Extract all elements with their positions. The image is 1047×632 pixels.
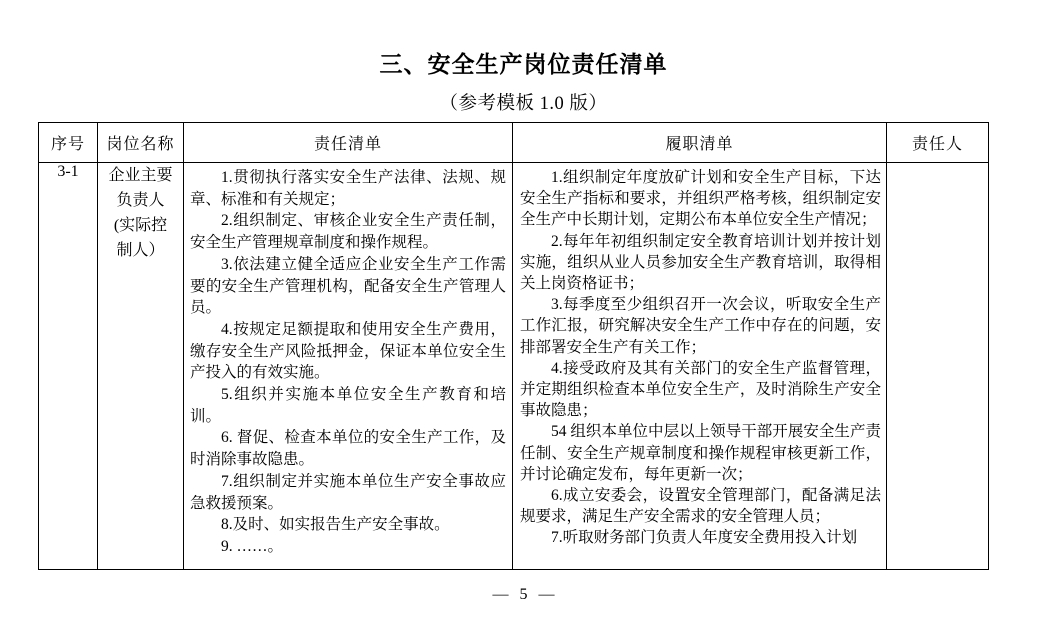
- duty-item: 2.每年年初组织制定安全教育培训计划并按计划实施，组织从业人员参加安全生产教育培训，取得相关上岗资格证书；: [520, 232, 881, 293]
- cell-responsible-person: [887, 163, 989, 570]
- header-duty-performance-list: 履职清单: [513, 123, 887, 163]
- cell-responsibility-list: [184, 163, 513, 570]
- cell-duty-performance-list: [513, 163, 887, 570]
- duty-item: 7.听取财务部门负责人年度安全费用投入计划: [551, 529, 858, 547]
- page-subtitle: （参考模板 1.0 版）: [439, 93, 608, 114]
- responsibility-item: 9. ……。: [221, 537, 284, 555]
- cell-position-name: 企业主要负责人(实际控制人）: [98, 163, 184, 570]
- responsibility-item: 6. 督促、检查本单位的安全生产工作，及时消除事故隐患。: [190, 429, 506, 469]
- page-number: — 5 —: [492, 586, 555, 603]
- responsibility-item: 5.组织并实施本单位安全生产教育和培训。: [190, 386, 506, 425]
- responsibility-list: [184, 163, 512, 566]
- responsibility-item: 4.按规定足额提取和使用安全生产费用，缴存安全生产风险抵押金，保证本单位安全生产投入的有效实施。: [190, 320, 506, 382]
- header-responsible-person: 责任人: [887, 123, 989, 163]
- header-responsibility-list: 责任清单: [184, 123, 513, 163]
- duty-item: 54 组织本单位中层以上领导干部开展安全生产责任制、安全生产规章制度和操作规程审核更新工作，并讨论确定发布，每年更新一次；: [520, 423, 881, 483]
- duty-performance-list: [513, 163, 886, 567]
- duty-item: 1.组织制定年度放矿计划和安全生产目标，下达安全生产指标和要求，并组织严格考核，组织制定安全生产中长期计划，定期公布本单位安全生产情况；: [520, 169, 881, 229]
- responsibility-item: 2.组织制定、审核企业安全生产责任制，安全生产管理规章制度和操作规程。: [190, 212, 506, 252]
- responsibility-table: [38, 122, 989, 570]
- responsibility-item: 7.组织制定并实施本单位生产安全事故应急救援预案。: [190, 472, 506, 512]
- table-row: [39, 163, 989, 570]
- page-title: 三、安全生产岗位责任清单: [379, 51, 668, 77]
- header-position-name: 岗位名称: [98, 123, 184, 163]
- header-serial-number: 序号: [39, 123, 98, 163]
- cell-serial-number: 3-1: [39, 163, 98, 570]
- responsibility-item: 3.依法建立健全适应企业安全生产工作需要的安全生产管理机构，配备安全生产管理人员。: [190, 255, 506, 317]
- duty-item: 3.每季度至少组织召开一次会议，听取安全生产工作汇报，研究解决安全生产工作中存在的问题，安排部署安全生产有关工作；: [520, 296, 881, 356]
- table-header-row: [39, 123, 989, 163]
- duty-item: 4.接受政府及其有关部门的安全生产监督管理，并定期组织检查本单位安全生产，及时消除生产安全事故隐患；: [520, 359, 881, 420]
- responsibility-item: 1.贯彻执行落实安全生产法律、法规、规章、标准和有关规定；: [190, 169, 506, 208]
- responsibility-item: 8.及时、如实报告生产安全事故。: [221, 516, 450, 534]
- duty-item: 6.成立安委会，设置安全管理部门，配备满足法规要求，满足生产安全需求的安全管理人员；: [520, 487, 881, 526]
